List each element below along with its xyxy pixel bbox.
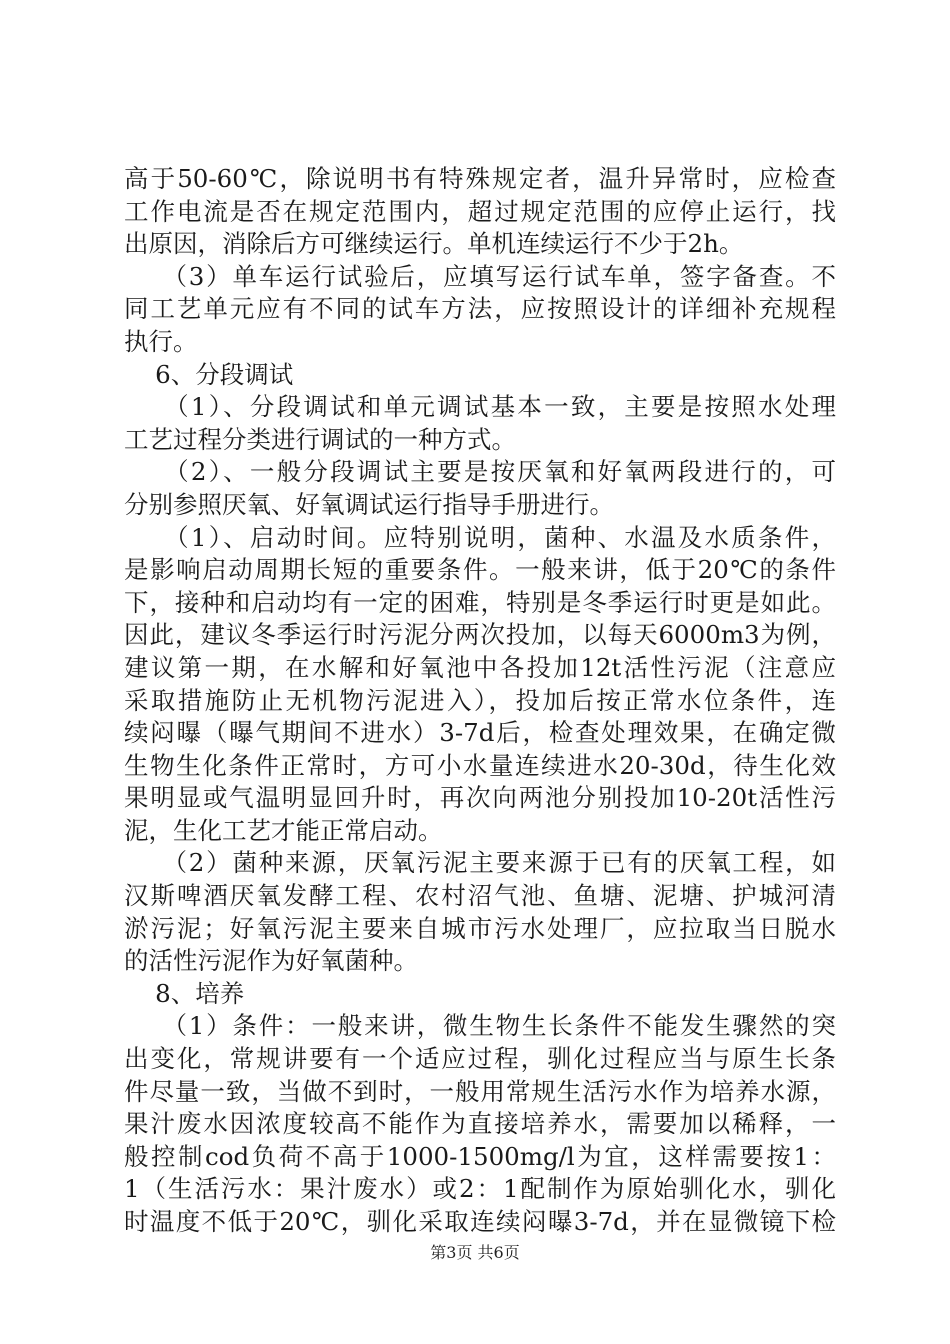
text-line: 果汁废水因浓度较高不能作为直接培养水，需要加以稀释，一	[124, 1109, 836, 1139]
text-line: 执行。	[124, 326, 198, 356]
text-line: 工艺过程分类进行调试的一种方式。	[124, 424, 516, 454]
text-line: （2）、一般分段调试主要是按厌氧和好氧两段进行的，可	[124, 457, 836, 487]
text-line: 生物生化条件正常时，方可小水量连续进水20-30d，待生化效	[124, 750, 836, 780]
page-footer: 第3页 共6页	[430, 1243, 520, 1262]
text-line: 果明显或气温明显回升时，再次向两池分别投加10-20t活性污	[124, 783, 836, 813]
text-line: 出变化，常规讲要有一个适应过程，驯化过程应当与原生长条	[124, 1044, 836, 1074]
text-line: 采取措施防止无机物污泥进入），投加后按正常水位条件，连	[124, 685, 836, 715]
text-line: （1）、启动时间。应特别说明，菌种、水温及水质条件，	[124, 522, 836, 552]
text-line: 续闷曝（曝气期间不进水）3-7d后，检查处理效果，在确定微	[124, 718, 836, 748]
text-line: 1（生活污水：果汁废水）或2：1配制作为原始驯化水，驯化	[124, 1174, 836, 1204]
text-line: 建议第一期，在水解和好氧池中各投加12t活性污泥（注意应	[124, 652, 836, 682]
text-line: （2）菌种来源，厌氧污泥主要来源于已有的厌氧工程，如	[124, 848, 836, 878]
text-line: 同工艺单元应有不同的试车方法，应按照设计的详细补充规程	[124, 294, 836, 324]
text-line: 淤污泥；好氧污泥主要来自城市污水处理厂，应拉取当日脱水	[124, 913, 836, 943]
text-line: （1）条件：一般来讲，微生物生长条件不能发生骤然的突	[124, 1011, 836, 1041]
text-line: 是影响启动周期长短的重要条件。一般来讲，低于20℃的条件	[124, 555, 836, 585]
text-line: 工作电流是否在规定范围内，超过规定范围的应停止运行，找	[124, 196, 836, 226]
text-line: 8、培养	[124, 978, 245, 1008]
text-line: 件尽量一致，当做不到时，一般用常规生活污水作为培养水源，	[124, 1076, 836, 1106]
text-line: 6、分段调试	[124, 359, 294, 389]
text-line: 下，接种和启动均有一定的困难，特别是冬季运行时更是如此。	[124, 587, 836, 617]
text-line: 分别参照厌氧、好氧调试运行指导手册进行。	[124, 489, 614, 519]
text-line: 的活性污泥作为好氧菌种。	[124, 946, 418, 976]
text-line: 高于50-60℃，除说明书有特殊规定者，温升异常时，应检查	[124, 164, 836, 193]
text-line: 泥，生化工艺才能正常启动。	[124, 815, 443, 845]
text-line: 因此，建议冬季运行时污泥分两次投加，以每天6000m3为例，	[124, 620, 836, 650]
text-line: 出原因，消除后方可继续运行。单机连续运行不少于2h。	[124, 229, 744, 259]
text-line: 时温度不低于20℃，驯化采取连续闷曝3-7d，并在显微镜下检	[124, 1207, 836, 1236]
text-line: （1）、分段调试和单元调试基本一致，主要是按照水处理	[124, 392, 836, 422]
text-line: 般控制cod负荷不高于1000-1500mg/l为宜，这样需要按1：	[124, 1141, 836, 1171]
text-line: （3）单车运行试验后，应填写运行试车单，签字备查。不	[124, 261, 836, 291]
body-text	[124, 163, 836, 1239]
text-line: 汉斯啤酒厌氧发酵工程、农村沼气池、鱼塘、泥塘、护城河清	[124, 881, 836, 911]
